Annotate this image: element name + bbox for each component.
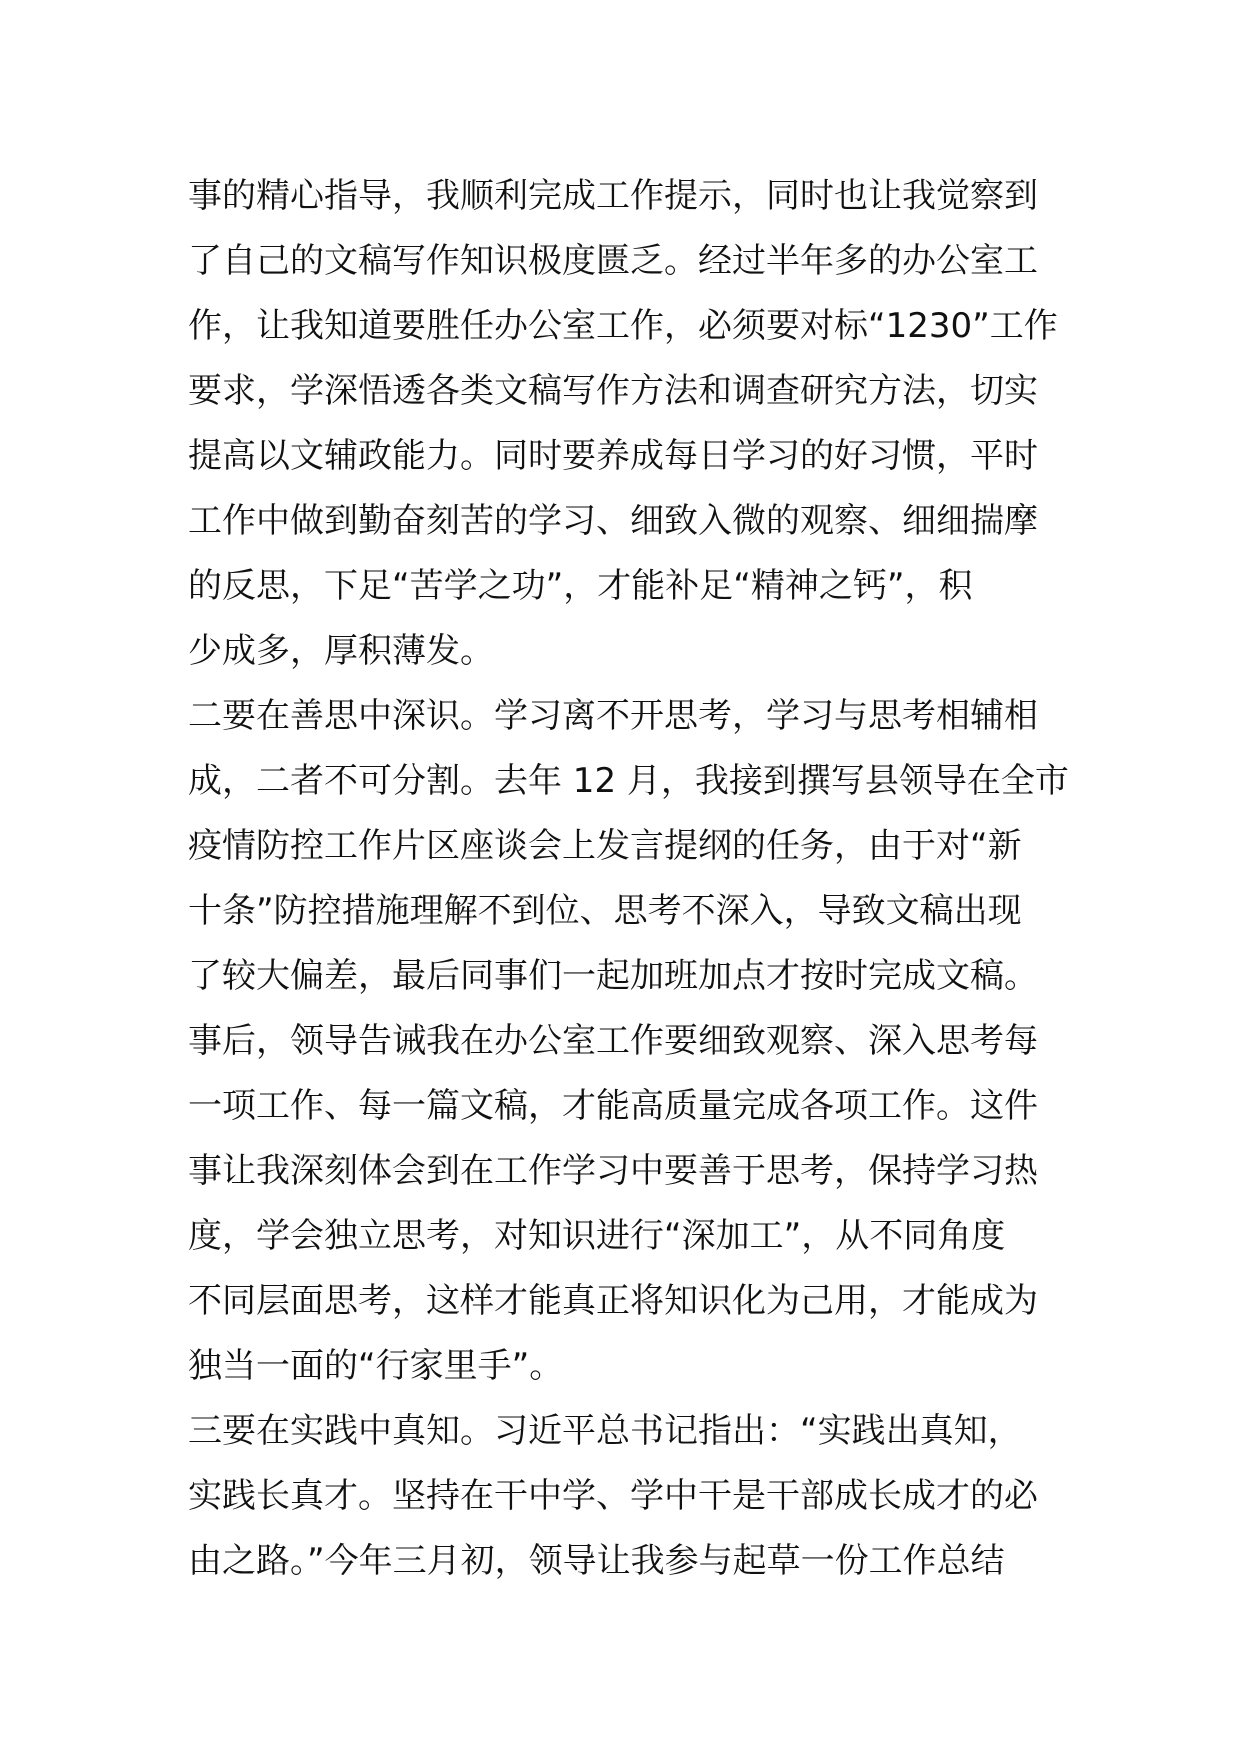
- text-line: 事后，领导告诫我在办公室工作要细致观察、深入思考每: [188, 1021, 1038, 1061]
- text-line: 疫情防控工作片区座谈会上发言提纲的任务，由于对“新: [188, 826, 1022, 866]
- text-line: 一项工作、每一篇文稿，才能高质量完成各项工作。这件: [188, 1086, 1038, 1126]
- text-line: 成，二者不可分割。去年 12 月，我接到撰写县领导在全市: [188, 761, 1069, 801]
- text-line: 的反思，下足“苦学之功”，才能补足“精神之钙”，积: [188, 566, 973, 606]
- text-line: 事让我深刻体会到在工作学习中要善于思考，保持学习热: [188, 1151, 1038, 1191]
- text-line: 不同层面思考，这样才能真正将知识化为己用，才能成为: [188, 1281, 1038, 1321]
- text-line: 独当一面的“行家里手”。: [188, 1346, 564, 1386]
- text-line: 事的精心指导，我顺利完成工作提示，同时也让我觉察到: [188, 176, 1038, 216]
- text-line: 十条”防控措施理解不到位、思考不深入，导致文稿出现: [188, 891, 1022, 931]
- text-line: 提高以文辅政能力。同时要养成每日学习的好习惯，平时: [188, 436, 1038, 476]
- text-line: 要求，学深悟透各类文稿写作方法和调查研究方法，切实: [188, 371, 1038, 411]
- body-text: [188, 164, 1068, 1594]
- text-line: 实践长真才。坚持在干中学、学中干是干部成长成才的必: [188, 1476, 1038, 1516]
- text-line: 了自己的文稿写作知识极度匮乏。经过半年多的办公室工: [188, 241, 1038, 281]
- text-line: 度，学会独立思考，对知识进行“深加工”，从不同角度: [188, 1216, 1006, 1256]
- text-line: 工作中做到勤奋刻苦的学习、细致入微的观察、细细揣摩: [188, 501, 1038, 541]
- text-line: 作，让我知道要胜任办公室工作，必须要对标“1230”工作: [188, 306, 1058, 346]
- text-line: 二要在善思中深识。学习离不开思考，学习与思考相辅相: [188, 696, 1038, 736]
- text-line: 由之路。”今年三月初，领导让我参与起草一份工作总结: [188, 1541, 1005, 1581]
- text-line: 了较大偏差，最后同事们一起加班加点才按时完成文稿。: [188, 956, 1038, 996]
- text-line: 少成多，厚积薄发。: [188, 631, 494, 671]
- text-line: 三要在实践中真知。习近平总书记指出：“实践出真知，: [188, 1411, 1022, 1451]
